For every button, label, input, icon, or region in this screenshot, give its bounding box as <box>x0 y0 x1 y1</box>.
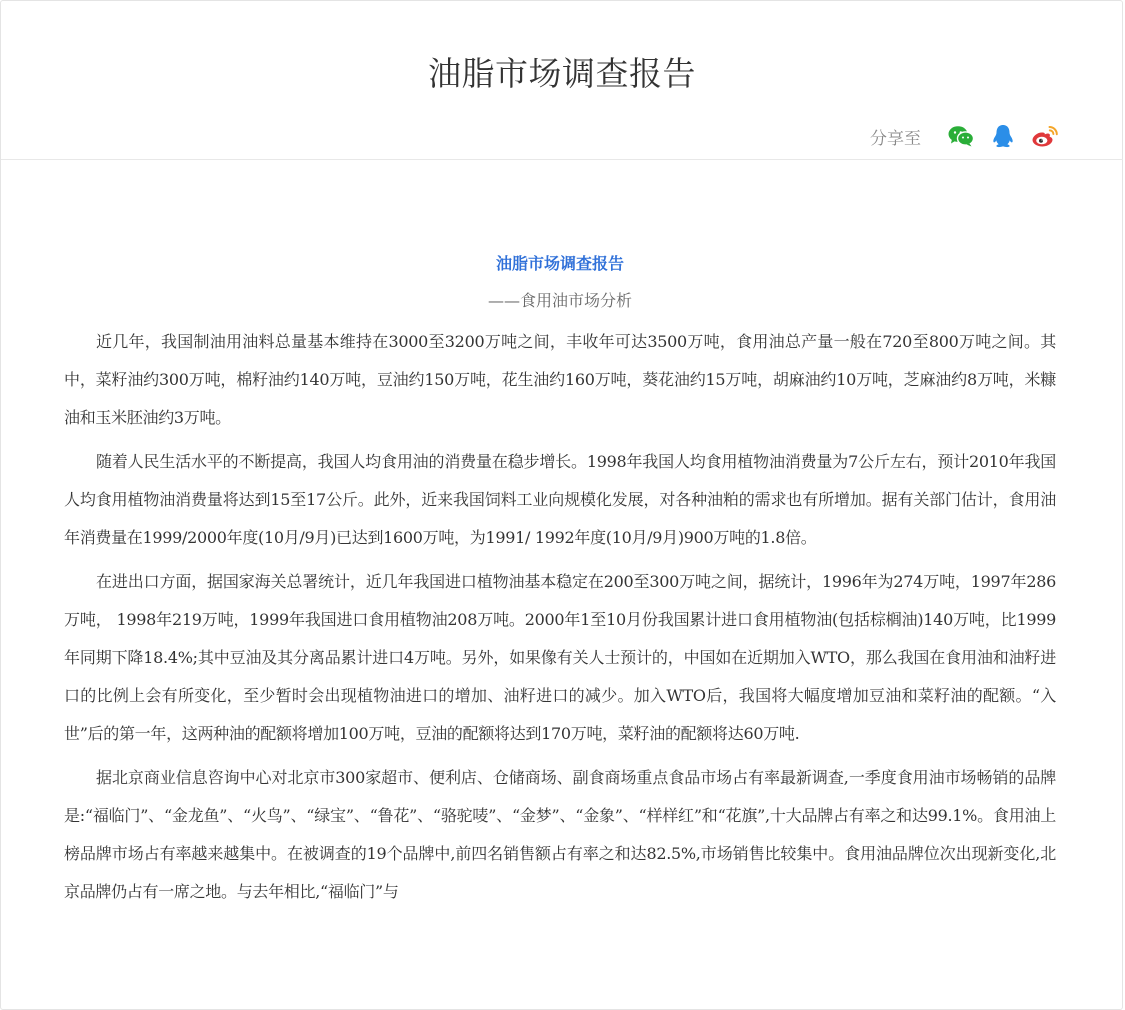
share-weibo-button[interactable] <box>1029 121 1061 151</box>
share-qq-button[interactable] <box>987 121 1019 151</box>
paragraph: 随着人民生活水平的不断提高，我国人均食用油的消费量在稳步增长。1998年我国人均食用植物油消费量为7公斤左右，预计2010年我国人均食用植物油消费量将达到15至17公斤。此外，近来我国饲料工业向规模化发展，对各种油粕的需求也有所增加。据有关部门估计，食用油年消费量在1999/2000年度(10月/9月)已达到1600万吨，为1991/ 1992年度(10月/9月)900万吨的1.8倍。 <box>64 452 1056 547</box>
article-title: 油脂市场调查报告 <box>495 254 624 273</box>
article-body <box>64 245 1056 917</box>
share-label: 分享至 <box>870 128 921 149</box>
share-wechat-button[interactable] <box>945 121 977 151</box>
paragraph: 在进出口方面，据国家海关总署统计，近几年我国进口植物油基本稳定在200至300万吨之间，据统计，1996年为274万吨，1997年286万吨， 1998年219万吨，1999年我国进口食用植物油208万吨。2000年1至10月份我国累计进口食用植物油(包括棕榈油)140万吨，比1999年同期下降18.4%;其中豆油及其分离品累计进口4万吨。另外，如果像有关人士预计的，中国如在近期加入WTO，那么我国在食用油和油籽进口的比例上会有所变化，至少暂时会出现植物油进口的增加、油籽进口的减少。加入WTO后，我国将大幅度增加豆油和菜籽油的配额。“入世”后的第一年，这两种油的配额将增加100万吨，豆油的配额将达到170万吨，菜籽油的配额将达60万吨. <box>64 572 1056 743</box>
qq-icon <box>992 124 1014 148</box>
page-title: 油脂市场调查报告 <box>428 54 696 93</box>
article-subtitle: ——食用油市场分析 <box>487 291 632 310</box>
weibo-icon <box>1031 124 1059 148</box>
wechat-icon <box>948 125 974 147</box>
paragraph: 近几年，我国制油用油料总量基本维持在3000至3200万吨之间，丰收年可达3500万吨，食用油总产量一般在720至800万吨之间。其中，菜籽油约300万吨，棉籽油约140万吨，豆油约150万吨，花生油约160万吨，葵花油约15万吨，胡麻油约10万吨，芝麻油约8万吨，米糠油和玉米胚油约3万吨。 <box>64 332 1056 427</box>
paragraph: 据北京商业信息咨询中心对北京市300家超市、便利店、仓储商场、副食商场重点食品市场占有率最新调查,一季度食用油市场畅销的品牌是:“福临门”、“金龙鱼”、“火鸟”、“绿宝”、“鲁花”、“骆驼唛”、“金梦”、“金象”、“样样红”和“花旗”,十大品牌占有率之和达99.1%。食用油上榜品牌市场占有率越来越集中。在被调查的19个品牌中,前四名销售额占有率之和达82.5%,市场销售比较集中。食用油品牌位次出现新变化,北京品牌仍占有一席之地。与去年相比,“福临门”与 <box>64 768 1056 901</box>
share-bar <box>870 121 1061 151</box>
page-header <box>1 1 1123 160</box>
